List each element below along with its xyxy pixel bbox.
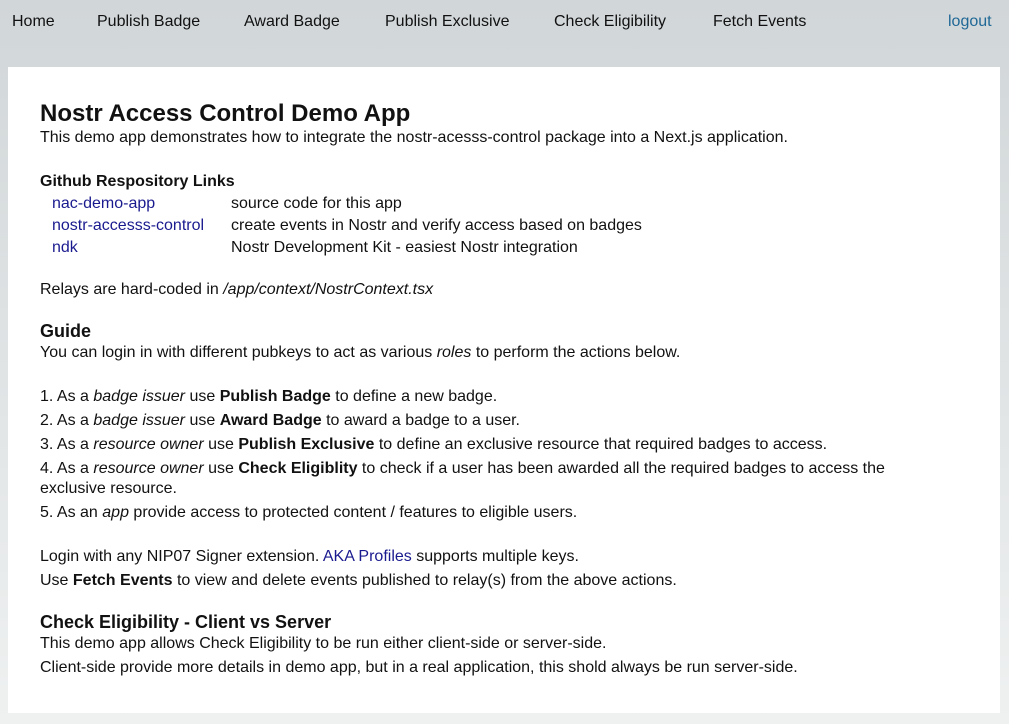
- fetch-events-text: [40, 571, 677, 591]
- guide-step-3: [40, 435, 827, 455]
- links-heading: Github Respository Links: [40, 173, 235, 190]
- step-text: to define a new badge.: [330, 388, 498, 405]
- guide-intro-text: to perform the actions below.: [471, 344, 681, 361]
- step-text: use: [203, 460, 239, 477]
- link-ndk[interactable]: ndk: [52, 239, 78, 256]
- step-number: 3. As a: [40, 436, 94, 453]
- guide-intro-roles: roles: [436, 344, 472, 361]
- nav-fetch-events[interactable]: Fetch Events: [713, 13, 807, 30]
- fetch-text-post: to view and delete events published to relay(s) from the above actions.: [172, 572, 677, 589]
- fetch-events-bold: Fetch Events: [72, 572, 173, 589]
- step-text: provide access to protected content / features to eligible users.: [128, 504, 578, 521]
- relays-label: Relays are hard-coded in: [40, 281, 224, 298]
- link-description: source code for this app: [231, 195, 402, 212]
- step-role: resource owner: [93, 436, 204, 453]
- eligibility-line-2: Client-side provide more details in demo app, but in a real application, this shold always be run server-side.: [40, 659, 798, 676]
- guide-intro-text: You can login in with different pubkeys to act as various: [40, 344, 437, 361]
- step-action: Publish Exclusive: [238, 436, 375, 453]
- login-text: [40, 547, 579, 567]
- guide-step-5: [40, 503, 577, 523]
- nav-publish-exclusive[interactable]: Publish Exclusive: [385, 13, 510, 30]
- step-role: app: [102, 504, 129, 521]
- step-action: Check Eligiblity: [238, 460, 358, 477]
- link-nostr-access-control[interactable]: nostr-accesss-control: [52, 217, 205, 234]
- fetch-text-pre: Use: [40, 572, 73, 589]
- eligibility-line-1: This demo app allows Check Eligibility to be run either client-side or server-side.: [40, 635, 607, 652]
- step-text: use: [185, 388, 220, 405]
- step-number: 1. As a: [40, 388, 94, 405]
- top-nav: [0, 0, 1009, 44]
- link-description: create events in Nostr and verify access based on badges: [231, 217, 642, 234]
- eligibility-heading: Check Eligibility - Client vs Server: [40, 612, 332, 632]
- page-title: Nostr Access Control Demo App: [40, 100, 411, 127]
- guide-step-2: [40, 411, 520, 431]
- guide-step-1: [40, 387, 497, 407]
- nav-award-badge[interactable]: Award Badge: [244, 13, 340, 30]
- intro-text: This demo app demonstrates how to integrate the nostr-acesss-control package into a Next.js application.: [40, 129, 788, 146]
- logout-link[interactable]: logout: [948, 13, 992, 30]
- login-text-pre: Login with any NIP07 Signer extension.: [40, 548, 323, 565]
- step-role: badge issuer: [93, 388, 185, 405]
- step-text: to define an exclusive resource that required badges to access.: [374, 436, 828, 453]
- step-text: use: [203, 436, 239, 453]
- nav-home[interactable]: Home: [12, 13, 55, 30]
- step-text: use: [185, 412, 220, 429]
- nav-check-eligibility[interactable]: Check Eligibility: [554, 13, 667, 30]
- step-role: badge issuer: [93, 412, 185, 429]
- guide-intro: [40, 343, 680, 363]
- step-number: 5. As an: [40, 504, 103, 521]
- relays-path: /app/context/NostrContext.tsx: [223, 281, 434, 298]
- step-action: Publish Badge: [219, 388, 331, 405]
- guide-step-4: [40, 459, 950, 499]
- step-text: to check if a user has been awarded all the required badges to access the exclusive resource.: [40, 460, 885, 497]
- relays-text: [40, 280, 433, 300]
- login-text-post: supports multiple keys.: [411, 548, 579, 565]
- aka-profiles-link[interactable]: AKA Profiles: [322, 548, 412, 565]
- nav-publish-badge[interactable]: Publish Badge: [97, 13, 201, 30]
- step-action: Award Badge: [219, 412, 322, 429]
- link-description: Nostr Development Kit - easiest Nostr integration: [231, 239, 578, 256]
- main-panel: [8, 67, 1000, 713]
- step-role: resource owner: [93, 460, 204, 477]
- guide-heading: Guide: [40, 321, 92, 341]
- link-nac-demo-app[interactable]: nac-demo-app: [52, 195, 156, 212]
- step-number: 2. As a: [40, 412, 94, 429]
- step-number: 4. As a: [40, 460, 94, 477]
- step-text: to award a badge to a user.: [321, 412, 520, 429]
